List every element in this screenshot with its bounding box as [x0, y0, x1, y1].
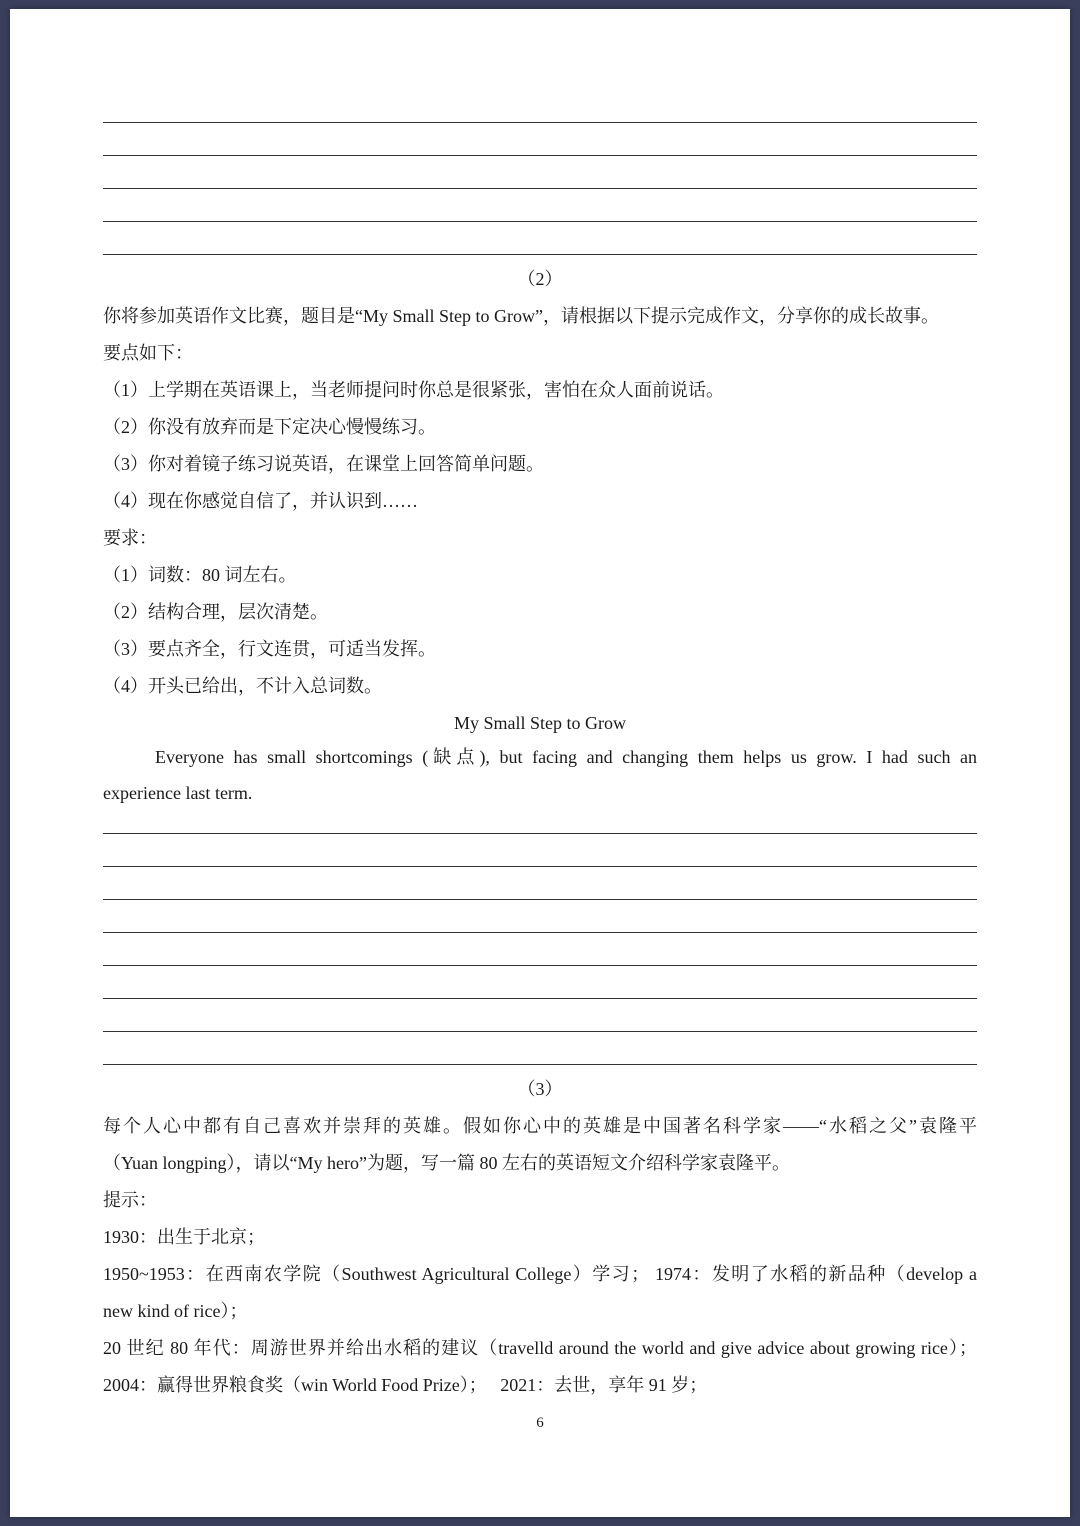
hint-item: 2004：赢得世界粮食奖（win World Food Prize）； 2021：去世，享年 91 岁；	[103, 1375, 708, 1395]
writing-line	[103, 932, 977, 933]
hint-item: 1930：出生于北京；	[103, 1227, 265, 1247]
page-number: 6	[536, 1415, 544, 1431]
essay-title: My Small Step to Grow	[453, 713, 626, 733]
writing-line	[103, 899, 977, 900]
hint-item: new kind of rice）；	[103, 1301, 248, 1321]
essay-opening-line: experience last term.	[103, 783, 253, 803]
hints-heading: 提示：	[103, 1190, 157, 1210]
writing-line	[103, 1064, 977, 1065]
document-page	[10, 9, 1070, 1517]
writing-line	[103, 833, 977, 834]
point-item: （4）现在你感觉自信了，并认识到……	[103, 491, 418, 511]
points-heading: 要点如下：	[103, 343, 193, 363]
point-item: （1）上学期在英语课上，当老师提问时你总是很紧张，害怕在众人面前说话。	[103, 380, 724, 400]
requirement-item: （4）开头已给出，不计入总词数。	[103, 676, 382, 696]
hint-item: 1950~1953：在西南农学院（Southwest Agricultural College）学习； 1974：发明了水稻的新品种（develop a	[103, 1264, 977, 1284]
writing-line	[103, 1031, 977, 1032]
requirements-heading: 要求：	[103, 528, 157, 548]
writing-line	[103, 188, 977, 189]
point-item: （2）你没有放弃而是下定决心慢慢练习。	[103, 417, 436, 437]
writing-line	[103, 998, 977, 999]
writing-line	[103, 221, 977, 222]
section-2-number: （2）	[517, 269, 563, 289]
requirement-item: （2）结构合理，层次清楚。	[103, 602, 328, 622]
requirement-item: （3）要点齐全，行文连贯，可适当发挥。	[103, 639, 436, 659]
section-3-intro-line: （Yuan longping），请以“My hero”为题，写一篇 80 左右的英语短文介绍科学家袁隆平。	[103, 1153, 790, 1173]
writing-line	[103, 965, 977, 966]
essay-opening-line: Everyone has small shortcomings (缺点), but facing and changing them helps us grow. I had such an	[155, 747, 977, 767]
writing-line	[103, 122, 977, 123]
requirement-item: （1）词数：80 词左右。	[103, 565, 297, 585]
hint-item: 20 世纪 80 年代：周游世界并给出水稻的建议（travelld around the world and give advice about growing rice）；	[103, 1338, 977, 1358]
writing-line	[103, 254, 977, 255]
writing-line	[103, 866, 977, 867]
writing-line	[103, 155, 977, 156]
point-item: （3）你对着镜子练习说英语，在课堂上回答简单问题。	[103, 454, 544, 474]
section-2-intro: 你将参加英语作文比赛，题目是“My Small Step to Grow”，请根据以下提示完成作文，分享你的成长故事。	[103, 306, 939, 326]
section-3-intro-line: 每个人心中都有自己喜欢并崇拜的英雄。假如你心中的英雄是中国著名科学家——“水稻之父”袁隆平	[103, 1116, 977, 1136]
section-3-number: （3）	[517, 1079, 563, 1099]
